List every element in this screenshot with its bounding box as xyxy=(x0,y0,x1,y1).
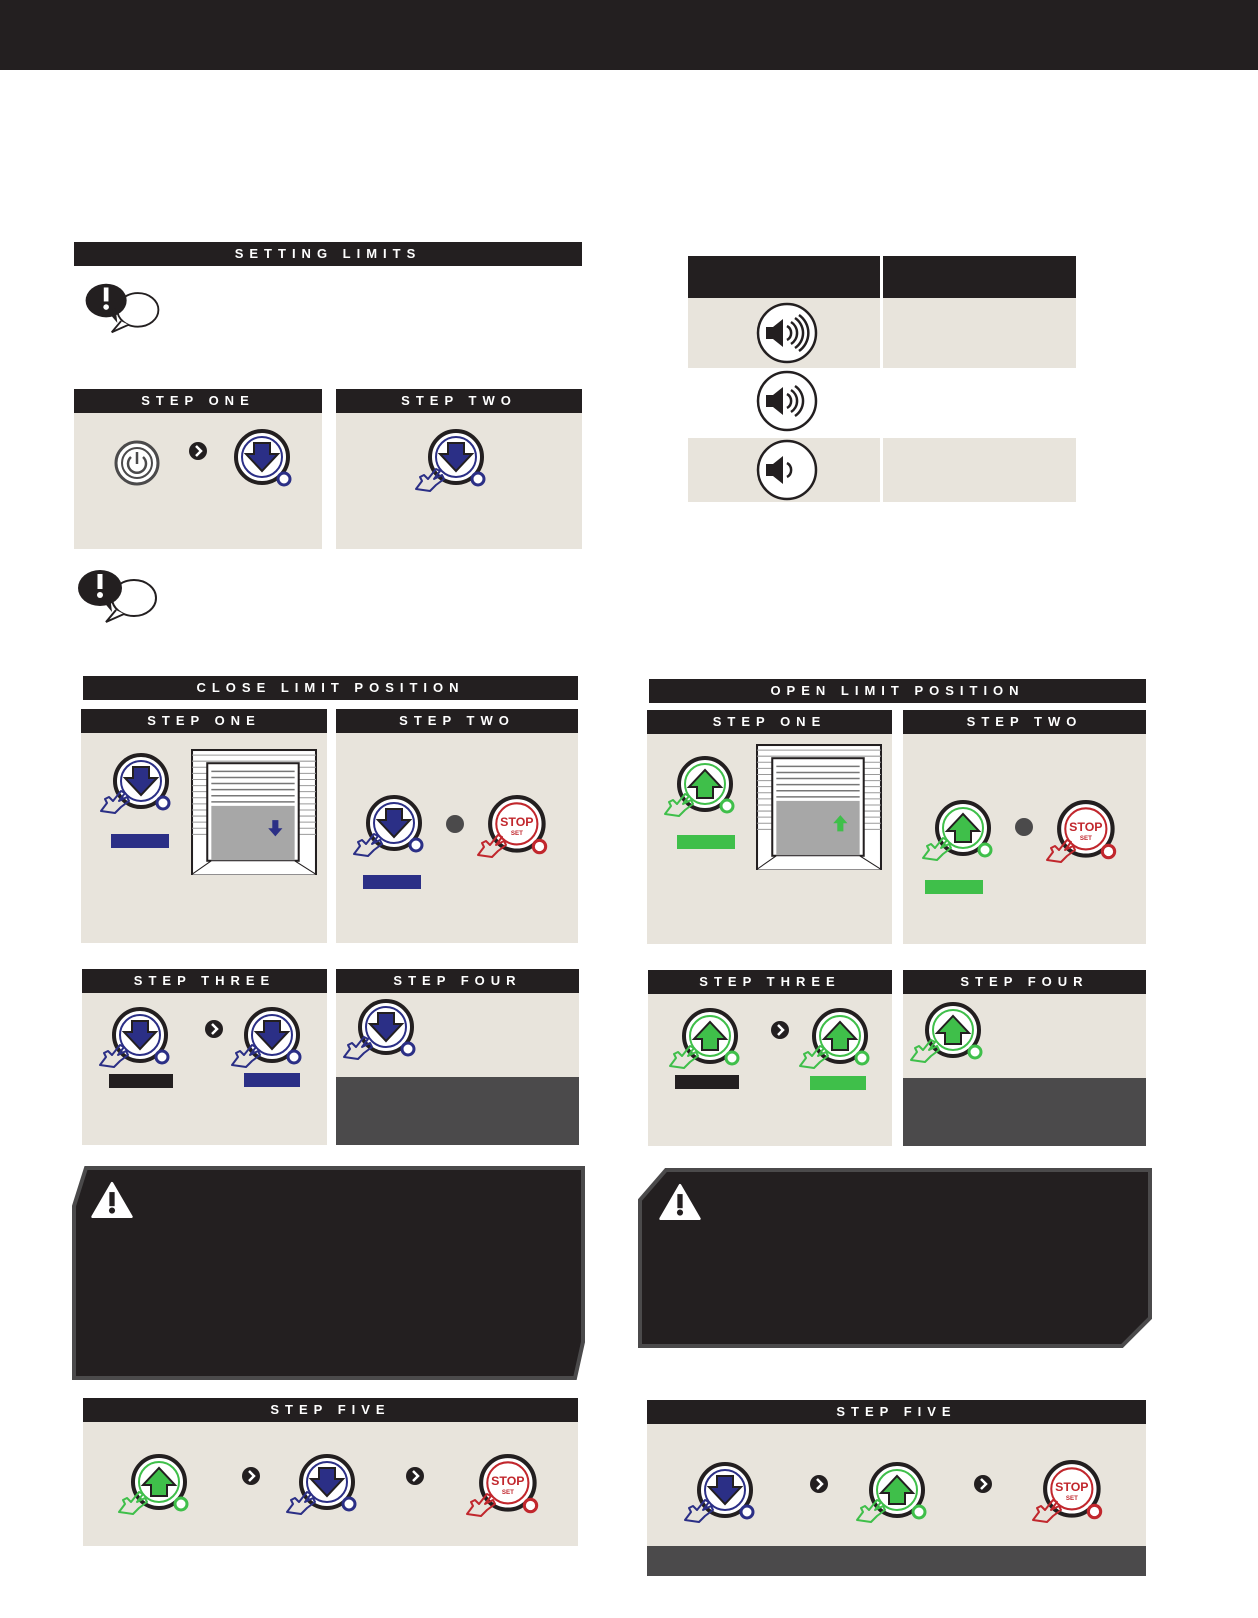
close-step-one-header: STEP ONE xyxy=(81,709,327,733)
hand-pointer-icon xyxy=(1043,834,1083,864)
close-step-five-panel xyxy=(83,1422,578,1546)
chevron-right-icon xyxy=(241,1466,261,1486)
open-step-one-header: STEP ONE xyxy=(647,710,892,734)
note-icon xyxy=(80,280,164,336)
hand-pointer-icon xyxy=(474,829,514,859)
arrow-down-button-icon[interactable] xyxy=(232,427,302,497)
open-limit-header: OPEN LIMIT POSITION xyxy=(649,679,1146,703)
blue-indicator-bar xyxy=(111,834,169,848)
set-label: SET xyxy=(1079,835,1092,843)
plus-dot xyxy=(1015,818,1033,836)
black-indicator-bar xyxy=(109,1074,173,1088)
speaker-loud-icon xyxy=(756,302,818,364)
plus-dot xyxy=(446,815,464,833)
stop-label: STOP xyxy=(1055,1479,1089,1494)
sound-level-table xyxy=(688,256,1076,502)
close-warning-box xyxy=(72,1166,585,1380)
hand-pointer-icon xyxy=(1029,1494,1069,1524)
open-step-three-panel xyxy=(648,994,892,1146)
close-step-five-header: STEP FIVE xyxy=(83,1398,578,1422)
chevron-right-icon xyxy=(188,441,208,461)
table-row xyxy=(688,368,1076,434)
speaker-medium-icon xyxy=(756,370,818,432)
chevron-right-icon xyxy=(204,1019,224,1039)
hand-pointer-icon xyxy=(796,1040,836,1070)
setting-limits-step-one-panel xyxy=(74,413,322,549)
setting-limits-step-two-header: STEP TWO xyxy=(336,389,582,413)
close-step-two-panel xyxy=(336,733,578,943)
table-header-cell xyxy=(688,256,880,298)
warning-box-shape xyxy=(638,1168,1152,1348)
blue-indicator-bar xyxy=(363,875,421,889)
setting-limits-step-one-header: STEP ONE xyxy=(74,389,322,413)
chevron-right-icon xyxy=(405,1466,425,1486)
open-step-two-header: STEP TWO xyxy=(903,710,1146,734)
close-step-two-header: STEP TWO xyxy=(336,709,578,733)
warning-box-shape xyxy=(72,1166,585,1380)
hand-pointer-icon xyxy=(97,785,137,815)
stop-label: STOP xyxy=(1069,819,1103,834)
open-warning-box xyxy=(638,1168,1152,1348)
note-icon xyxy=(72,566,162,626)
chevron-right-icon xyxy=(809,1474,829,1494)
open-step-three-header: STEP THREE xyxy=(648,970,892,994)
garage-door-icon xyxy=(191,749,317,875)
hand-pointer-icon xyxy=(853,1494,893,1524)
black-indicator-bar xyxy=(675,1075,739,1089)
stop-label: STOP xyxy=(491,1473,525,1488)
garage-door-icon xyxy=(756,744,882,870)
setting-limits-header: SETTING LIMITS xyxy=(74,242,582,266)
chevron-right-icon xyxy=(770,1020,790,1040)
hand-pointer-icon xyxy=(350,828,390,858)
blue-indicator-bar xyxy=(244,1073,300,1087)
hand-pointer-icon xyxy=(340,1031,380,1061)
hand-pointer-icon xyxy=(661,788,701,818)
hand-pointer-icon xyxy=(907,1034,947,1064)
setting-limits-step-two-panel xyxy=(336,413,582,549)
open-step-five-note-bar xyxy=(647,1546,1146,1576)
close-step-four-note-box xyxy=(336,1077,579,1145)
hand-pointer-icon xyxy=(666,1040,706,1070)
set-label: SET xyxy=(1065,1495,1078,1503)
table-row xyxy=(688,438,1076,502)
hand-pointer-icon xyxy=(412,463,452,493)
open-step-five-header: STEP FIVE xyxy=(647,1400,1146,1424)
hand-pointer-icon xyxy=(919,832,959,862)
open-step-one-panel xyxy=(647,734,892,944)
green-indicator-bar xyxy=(677,835,735,849)
open-step-two-panel xyxy=(903,734,1146,944)
open-step-four-panel xyxy=(903,994,1146,1078)
hand-pointer-icon xyxy=(681,1494,721,1524)
close-step-four-panel xyxy=(336,993,579,1077)
chevron-right-icon xyxy=(973,1474,993,1494)
close-step-three-header: STEP THREE xyxy=(82,969,327,993)
open-step-five-panel xyxy=(647,1424,1146,1546)
top-banner xyxy=(0,0,1258,70)
hand-pointer-icon xyxy=(115,1486,155,1516)
hand-pointer-icon xyxy=(96,1039,136,1069)
warning-icon xyxy=(90,1180,134,1220)
hand-pointer-icon xyxy=(283,1486,323,1516)
open-step-four-note-box xyxy=(903,1078,1146,1146)
speaker-low-icon xyxy=(756,439,818,501)
close-limit-header: CLOSE LIMIT POSITION xyxy=(83,676,578,700)
set-label: SET xyxy=(501,1489,514,1497)
stop-label: STOP xyxy=(500,814,534,829)
close-step-four-header: STEP FOUR xyxy=(336,969,579,993)
warning-icon xyxy=(658,1182,702,1222)
table-header-cell xyxy=(883,256,1076,298)
hand-pointer-icon xyxy=(463,1488,503,1518)
open-step-four-header: STEP FOUR xyxy=(903,970,1146,994)
hand-pointer-icon xyxy=(228,1039,268,1069)
set-label: SET xyxy=(510,830,523,838)
close-step-three-panel xyxy=(82,993,327,1145)
close-step-one-panel xyxy=(81,733,327,943)
green-indicator-bar xyxy=(925,880,983,894)
power-icon[interactable] xyxy=(114,440,160,486)
table-row xyxy=(688,298,1076,368)
green-indicator-bar xyxy=(810,1076,866,1090)
